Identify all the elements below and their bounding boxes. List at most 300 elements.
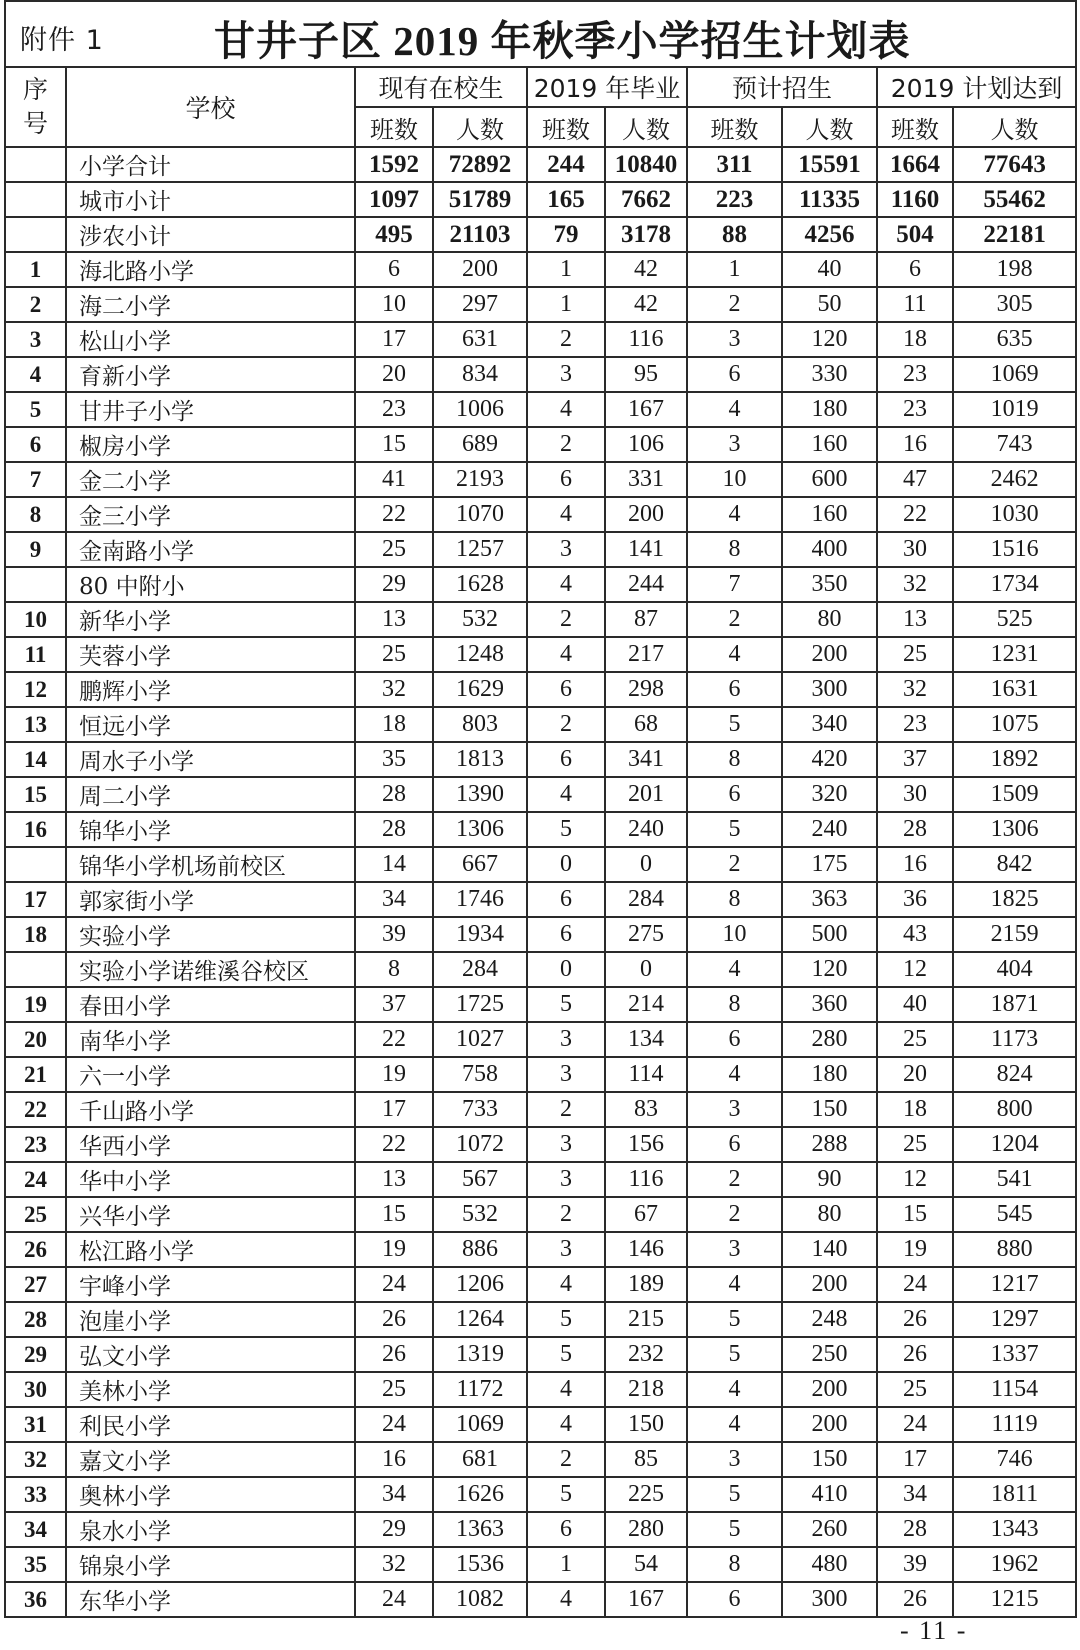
subtotal-row <box>5 182 1076 217</box>
seq-cell: 24 <box>5 1162 66 1197</box>
graduate-students-cell: 150 <box>605 1407 687 1442</box>
current-students-cell: 834 <box>433 357 527 392</box>
planned-classes-cell: 4 <box>687 1057 782 1092</box>
current-students-cell: 1934 <box>433 917 527 952</box>
current-students-cell: 1006 <box>433 392 527 427</box>
planned-students-cell: 248 <box>782 1302 877 1337</box>
target-classes-cell: 47 <box>877 462 953 497</box>
planned-classes-cell: 1 <box>687 252 782 287</box>
school-name-cell: 六一小学 <box>66 1057 355 1092</box>
seq-cell: 16 <box>5 812 66 847</box>
table-row <box>5 1057 1076 1092</box>
school-name-cell: 华西小学 <box>66 1127 355 1162</box>
graduate-students-cell: 225 <box>605 1477 687 1512</box>
current-students-cell: 1626 <box>433 1477 527 1512</box>
target-classes-cell: 1664 <box>877 147 953 182</box>
current-classes-cell: 17 <box>355 322 433 357</box>
target-classes-cell: 36 <box>877 882 953 917</box>
graduate-classes-cell: 5 <box>527 987 605 1022</box>
graduate-students-cell: 114 <box>605 1057 687 1092</box>
seq-cell: 2 <box>5 287 66 322</box>
school-name-cell: 嘉文小学 <box>66 1442 355 1477</box>
target-classes-cell: 28 <box>877 812 953 847</box>
target-classes-cell: 23 <box>877 392 953 427</box>
current-classes-cell: 20 <box>355 357 433 392</box>
school-name-cell: 金三小学 <box>66 497 355 532</box>
school-name-cell: 南华小学 <box>66 1022 355 1057</box>
current-classes-cell: 24 <box>355 1582 433 1617</box>
seq-cell: 13 <box>5 707 66 742</box>
current-classes-cell: 13 <box>355 1162 433 1197</box>
target-students-cell: 545 <box>953 1197 1076 1232</box>
current-classes-cell: 34 <box>355 1477 433 1512</box>
seq-cell: 14 <box>5 742 66 777</box>
current-classes-cell: 15 <box>355 1197 433 1232</box>
target-students-cell: 305 <box>953 287 1076 322</box>
school-name-cell: 鹏辉小学 <box>66 672 355 707</box>
seq-cell <box>5 847 66 882</box>
school-name-cell: 金二小学 <box>66 462 355 497</box>
graduate-classes-cell: 6 <box>527 1512 605 1547</box>
graduate-students-cell: 200 <box>605 497 687 532</box>
seq-cell <box>5 147 66 182</box>
target-classes-cell: 15 <box>877 1197 953 1232</box>
table-row <box>5 532 1076 567</box>
header-sub-students: 人数 <box>605 107 687 147</box>
planned-students-cell: 200 <box>782 637 877 672</box>
current-students-cell: 1306 <box>433 812 527 847</box>
current-students-cell: 567 <box>433 1162 527 1197</box>
current-classes-cell: 13 <box>355 602 433 637</box>
table-row <box>5 322 1076 357</box>
current-classes-cell: 37 <box>355 987 433 1022</box>
graduate-classes-cell: 244 <box>527 147 605 182</box>
planned-classes-cell: 4 <box>687 497 782 532</box>
target-students-cell: 1119 <box>953 1407 1076 1442</box>
graduate-classes-cell: 3 <box>527 1057 605 1092</box>
planned-classes-cell: 7 <box>687 567 782 602</box>
current-classes-cell: 25 <box>355 1372 433 1407</box>
graduate-students-cell: 146 <box>605 1232 687 1267</box>
planned-classes-cell: 4 <box>687 1372 782 1407</box>
header-school: 学校 <box>66 67 355 147</box>
target-students-cell: 1069 <box>953 357 1076 392</box>
target-students-cell: 1337 <box>953 1337 1076 1372</box>
current-students-cell: 1725 <box>433 987 527 1022</box>
seq-cell: 30 <box>5 1372 66 1407</box>
seq-cell <box>5 182 66 217</box>
table-row <box>5 882 1076 917</box>
current-students-cell: 2193 <box>433 462 527 497</box>
planned-students-cell: 360 <box>782 987 877 1022</box>
graduate-classes-cell: 5 <box>527 1337 605 1372</box>
target-classes-cell: 24 <box>877 1407 953 1442</box>
planned-students-cell: 50 <box>782 287 877 322</box>
graduate-students-cell: 217 <box>605 637 687 672</box>
current-students-cell: 758 <box>433 1057 527 1092</box>
target-classes-cell: 43 <box>877 917 953 952</box>
graduate-students-cell: 3178 <box>605 217 687 252</box>
planned-classes-cell: 5 <box>687 812 782 847</box>
graduate-students-cell: 83 <box>605 1092 687 1127</box>
seq-cell: 34 <box>5 1512 66 1547</box>
current-classes-cell: 6 <box>355 252 433 287</box>
target-students-cell: 22181 <box>953 217 1076 252</box>
target-students-cell: 198 <box>953 252 1076 287</box>
planned-students-cell: 420 <box>782 742 877 777</box>
target-students-cell: 1871 <box>953 987 1076 1022</box>
table-row <box>5 1337 1076 1372</box>
seq-cell: 10 <box>5 602 66 637</box>
planned-students-cell: 175 <box>782 847 877 882</box>
table-row <box>5 567 1076 602</box>
planned-students-cell: 363 <box>782 882 877 917</box>
graduate-classes-cell: 2 <box>527 1442 605 1477</box>
graduate-classes-cell: 2 <box>527 427 605 462</box>
header-group-2019-graduates: 2019 年毕业 <box>527 67 687 107</box>
graduate-classes-cell: 5 <box>527 1477 605 1512</box>
current-students-cell: 1390 <box>433 777 527 812</box>
planned-students-cell: 200 <box>782 1372 877 1407</box>
target-classes-cell: 22 <box>877 497 953 532</box>
current-classes-cell: 1097 <box>355 182 433 217</box>
graduate-classes-cell: 6 <box>527 742 605 777</box>
current-students-cell: 1070 <box>433 497 527 532</box>
target-classes-cell: 18 <box>877 1092 953 1127</box>
current-classes-cell: 41 <box>355 462 433 497</box>
current-students-cell: 200 <box>433 252 527 287</box>
planned-students-cell: 288 <box>782 1127 877 1162</box>
current-students-cell: 631 <box>433 322 527 357</box>
table-row <box>5 1127 1076 1162</box>
table-row <box>5 812 1076 847</box>
current-students-cell: 51789 <box>433 182 527 217</box>
seq-cell: 23 <box>5 1127 66 1162</box>
target-students-cell: 1962 <box>953 1547 1076 1582</box>
graduate-classes-cell: 0 <box>527 847 605 882</box>
planned-students-cell: 40 <box>782 252 877 287</box>
current-classes-cell: 23 <box>355 392 433 427</box>
seq-cell: 21 <box>5 1057 66 1092</box>
current-students-cell: 1629 <box>433 672 527 707</box>
table-row <box>5 1512 1076 1547</box>
graduate-students-cell: 189 <box>605 1267 687 1302</box>
target-students-cell: 800 <box>953 1092 1076 1127</box>
target-classes-cell: 26 <box>877 1582 953 1617</box>
header-seq <box>5 67 66 147</box>
seq-cell: 19 <box>5 987 66 1022</box>
current-classes-cell: 28 <box>355 777 433 812</box>
graduate-classes-cell: 79 <box>527 217 605 252</box>
planned-classes-cell: 2 <box>687 1197 782 1232</box>
target-students-cell: 2159 <box>953 917 1076 952</box>
table-row <box>5 497 1076 532</box>
planned-classes-cell: 5 <box>687 707 782 742</box>
graduate-students-cell: 244 <box>605 567 687 602</box>
graduate-classes-cell: 6 <box>527 882 605 917</box>
planned-classes-cell: 6 <box>687 1022 782 1057</box>
graduate-students-cell: 95 <box>605 357 687 392</box>
planned-students-cell: 300 <box>782 672 877 707</box>
current-students-cell: 689 <box>433 427 527 462</box>
planned-students-cell: 90 <box>782 1162 877 1197</box>
header-group-planned-enrollment: 预计招生 <box>687 67 877 107</box>
planned-classes-cell: 3 <box>687 1232 782 1267</box>
header-sub-classes: 班数 <box>355 107 433 147</box>
graduate-classes-cell: 4 <box>527 567 605 602</box>
target-students-cell: 1204 <box>953 1127 1076 1162</box>
school-name-cell: 涉农小计 <box>66 217 355 252</box>
planned-classes-cell: 88 <box>687 217 782 252</box>
table-row <box>5 287 1076 322</box>
target-classes-cell: 25 <box>877 637 953 672</box>
target-students-cell: 743 <box>953 427 1076 462</box>
graduate-classes-cell: 4 <box>527 1407 605 1442</box>
subtotal-row <box>5 217 1076 252</box>
current-classes-cell: 25 <box>355 532 433 567</box>
current-students-cell: 886 <box>433 1232 527 1267</box>
graduate-students-cell: 331 <box>605 462 687 497</box>
target-classes-cell: 25 <box>877 1022 953 1057</box>
graduate-classes-cell: 2 <box>527 1092 605 1127</box>
planned-classes-cell: 10 <box>687 462 782 497</box>
table-row <box>5 637 1076 672</box>
graduate-classes-cell: 5 <box>527 1302 605 1337</box>
target-students-cell: 541 <box>953 1162 1076 1197</box>
school-name-cell: 甘井子小学 <box>66 392 355 427</box>
table-row <box>5 1547 1076 1582</box>
school-name-cell: 宇峰小学 <box>66 1267 355 1302</box>
planned-classes-cell: 223 <box>687 182 782 217</box>
planned-students-cell: 11335 <box>782 182 877 217</box>
seq-cell: 22 <box>5 1092 66 1127</box>
graduate-students-cell: 232 <box>605 1337 687 1372</box>
current-classes-cell: 22 <box>355 1022 433 1057</box>
target-students-cell: 1030 <box>953 497 1076 532</box>
table-row <box>5 1022 1076 1057</box>
target-students-cell: 1217 <box>953 1267 1076 1302</box>
target-students-cell: 2462 <box>953 462 1076 497</box>
graduate-students-cell: 116 <box>605 1162 687 1197</box>
current-students-cell: 532 <box>433 1197 527 1232</box>
target-students-cell: 1173 <box>953 1022 1076 1057</box>
graduate-classes-cell: 4 <box>527 392 605 427</box>
planned-students-cell: 160 <box>782 427 877 462</box>
school-name-cell: 华中小学 <box>66 1162 355 1197</box>
school-name-cell: 海北路小学 <box>66 252 355 287</box>
graduate-students-cell: 201 <box>605 777 687 812</box>
table-row <box>5 1407 1076 1442</box>
subtotal-row <box>5 147 1076 182</box>
seq-cell: 26 <box>5 1232 66 1267</box>
planned-classes-cell: 10 <box>687 917 782 952</box>
target-classes-cell: 16 <box>877 427 953 462</box>
planned-students-cell: 410 <box>782 1477 877 1512</box>
graduate-students-cell: 106 <box>605 427 687 462</box>
graduate-students-cell: 54 <box>605 1547 687 1582</box>
seq-cell: 32 <box>5 1442 66 1477</box>
table-row <box>5 392 1076 427</box>
school-name-cell: 芙蓉小学 <box>66 637 355 672</box>
target-classes-cell: 40 <box>877 987 953 1022</box>
current-students-cell: 284 <box>433 952 527 987</box>
target-students-cell: 1631 <box>953 672 1076 707</box>
title-row <box>5 1 1076 67</box>
header-seq-line1: 序 <box>22 75 48 104</box>
planned-classes-cell: 6 <box>687 1127 782 1162</box>
table-row <box>5 1162 1076 1197</box>
table-row <box>5 1302 1076 1337</box>
planned-students-cell: 180 <box>782 392 877 427</box>
document-title: 甘井子区 2019 年秋季小学招生计划表 <box>214 18 911 64</box>
target-students-cell: 824 <box>953 1057 1076 1092</box>
planned-classes-cell: 5 <box>687 1512 782 1547</box>
target-classes-cell: 13 <box>877 602 953 637</box>
school-name-cell: 城市小计 <box>66 182 355 217</box>
current-students-cell: 1027 <box>433 1022 527 1057</box>
planned-students-cell: 180 <box>782 1057 877 1092</box>
seq-cell: 20 <box>5 1022 66 1057</box>
school-name-cell: 千山路小学 <box>66 1092 355 1127</box>
current-students-cell: 1082 <box>433 1582 527 1617</box>
target-students-cell: 1306 <box>953 812 1076 847</box>
planned-students-cell: 340 <box>782 707 877 742</box>
target-classes-cell: 23 <box>877 357 953 392</box>
planned-students-cell: 200 <box>782 1407 877 1442</box>
planned-students-cell: 600 <box>782 462 877 497</box>
current-students-cell: 1257 <box>433 532 527 567</box>
seq-cell: 28 <box>5 1302 66 1337</box>
planned-students-cell: 15591 <box>782 147 877 182</box>
header-row-groups <box>5 67 1076 107</box>
school-name-cell: 奥林小学 <box>66 1477 355 1512</box>
target-students-cell: 880 <box>953 1232 1076 1267</box>
school-name-cell: 松江路小学 <box>66 1232 355 1267</box>
header-sub-students: 人数 <box>433 107 527 147</box>
graduate-classes-cell: 3 <box>527 1127 605 1162</box>
planned-students-cell: 120 <box>782 952 877 987</box>
target-students-cell: 746 <box>953 1442 1076 1477</box>
seq-cell: 29 <box>5 1337 66 1372</box>
graduate-classes-cell: 3 <box>527 1022 605 1057</box>
school-name-cell: 松山小学 <box>66 322 355 357</box>
planned-classes-cell: 5 <box>687 1337 782 1372</box>
seq-cell: 1 <box>5 252 66 287</box>
graduate-classes-cell: 4 <box>527 1582 605 1617</box>
planned-classes-cell: 2 <box>687 602 782 637</box>
current-classes-cell: 35 <box>355 742 433 777</box>
school-name-cell: 弘文小学 <box>66 1337 355 1372</box>
planned-classes-cell: 4 <box>687 952 782 987</box>
current-students-cell: 1072 <box>433 1127 527 1162</box>
target-classes-cell: 26 <box>877 1337 953 1372</box>
graduate-students-cell: 0 <box>605 952 687 987</box>
seq-cell: 17 <box>5 882 66 917</box>
current-students-cell: 1813 <box>433 742 527 777</box>
table-row <box>5 602 1076 637</box>
school-name-cell: 春田小学 <box>66 987 355 1022</box>
school-name-cell: 郭家街小学 <box>66 882 355 917</box>
graduate-students-cell: 7662 <box>605 182 687 217</box>
header-sub-students: 人数 <box>953 107 1076 147</box>
current-classes-cell: 495 <box>355 217 433 252</box>
seq-cell: 4 <box>5 357 66 392</box>
school-name-cell: 周二小学 <box>66 777 355 812</box>
current-students-cell: 297 <box>433 287 527 322</box>
graduate-classes-cell: 0 <box>527 952 605 987</box>
target-students-cell: 635 <box>953 322 1076 357</box>
planned-students-cell: 200 <box>782 1267 877 1302</box>
school-name-cell: 泉水小学 <box>66 1512 355 1547</box>
table-row <box>5 1477 1076 1512</box>
seq-cell: 27 <box>5 1267 66 1302</box>
planned-classes-cell: 5 <box>687 1477 782 1512</box>
current-classes-cell: 15 <box>355 427 433 462</box>
table-row <box>5 357 1076 392</box>
target-classes-cell: 19 <box>877 1232 953 1267</box>
current-classes-cell: 32 <box>355 1547 433 1582</box>
target-students-cell: 1811 <box>953 1477 1076 1512</box>
seq-cell: 12 <box>5 672 66 707</box>
table-row <box>5 707 1076 742</box>
annex-label: 附件 1 <box>20 25 104 56</box>
planned-classes-cell: 2 <box>687 847 782 882</box>
current-classes-cell: 25 <box>355 637 433 672</box>
current-students-cell: 1264 <box>433 1302 527 1337</box>
seq-cell: 36 <box>5 1582 66 1617</box>
graduate-students-cell: 167 <box>605 1582 687 1617</box>
planned-classes-cell: 8 <box>687 532 782 567</box>
current-classes-cell: 39 <box>355 917 433 952</box>
current-classes-cell: 29 <box>355 567 433 602</box>
graduate-students-cell: 275 <box>605 917 687 952</box>
target-classes-cell: 23 <box>877 707 953 742</box>
title-cell <box>5 1 1076 67</box>
planned-students-cell: 300 <box>782 1582 877 1617</box>
target-classes-cell: 28 <box>877 1512 953 1547</box>
planned-classes-cell: 2 <box>687 1162 782 1197</box>
current-students-cell: 1363 <box>433 1512 527 1547</box>
seq-cell: 18 <box>5 917 66 952</box>
planned-students-cell: 480 <box>782 1547 877 1582</box>
seq-cell: 7 <box>5 462 66 497</box>
graduate-students-cell: 68 <box>605 707 687 742</box>
current-classes-cell: 19 <box>355 1232 433 1267</box>
target-classes-cell: 32 <box>877 567 953 602</box>
table-row <box>5 252 1076 287</box>
graduate-students-cell: 67 <box>605 1197 687 1232</box>
current-students-cell: 803 <box>433 707 527 742</box>
header-sub-classes: 班数 <box>877 107 953 147</box>
seq-cell: 6 <box>5 427 66 462</box>
graduate-classes-cell: 165 <box>527 182 605 217</box>
planned-classes-cell: 5 <box>687 1302 782 1337</box>
current-students-cell: 733 <box>433 1092 527 1127</box>
current-students-cell: 72892 <box>433 147 527 182</box>
target-classes-cell: 18 <box>877 322 953 357</box>
planned-classes-cell: 6 <box>687 672 782 707</box>
target-classes-cell: 37 <box>877 742 953 777</box>
graduate-classes-cell: 3 <box>527 1162 605 1197</box>
current-classes-cell: 32 <box>355 672 433 707</box>
planned-students-cell: 80 <box>782 602 877 637</box>
graduate-students-cell: 141 <box>605 532 687 567</box>
planned-classes-cell: 6 <box>687 357 782 392</box>
seq-cell: 25 <box>5 1197 66 1232</box>
graduate-classes-cell: 3 <box>527 357 605 392</box>
planned-students-cell: 250 <box>782 1337 877 1372</box>
seq-cell: 8 <box>5 497 66 532</box>
